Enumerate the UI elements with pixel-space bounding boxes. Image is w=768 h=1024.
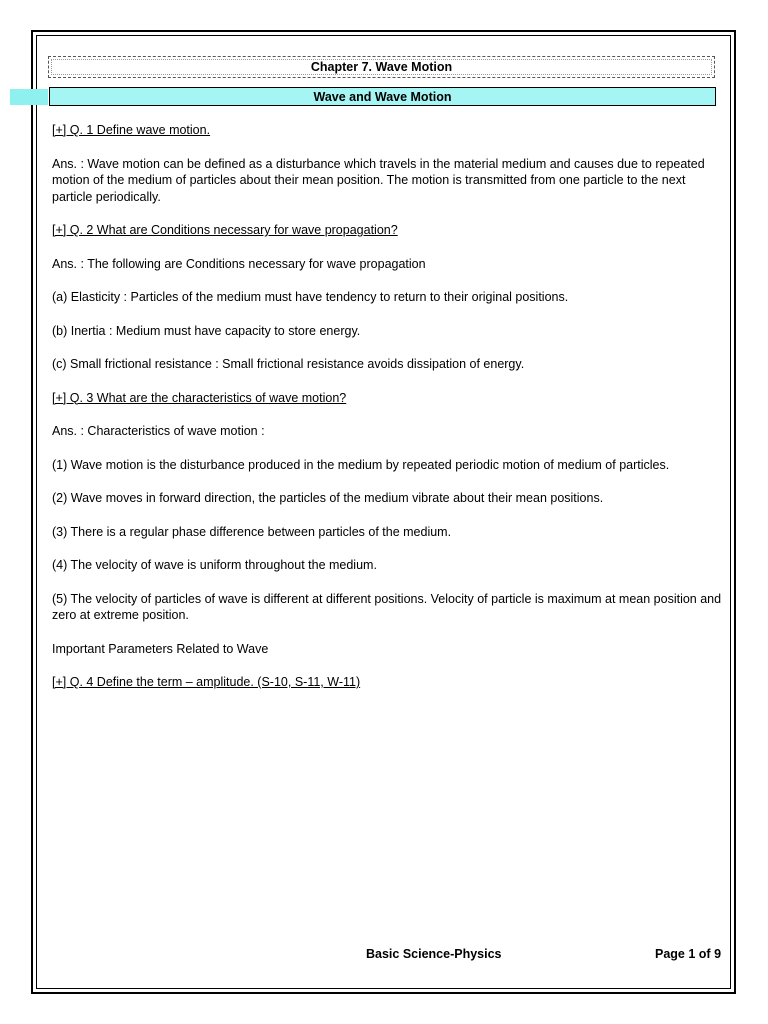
- footer-page-number: [655, 947, 721, 961]
- answer-3-item-2: (2) Wave moves in forward direction, the particles of the medium vibrate about their mean positions.: [52, 491, 604, 505]
- answer-2-item-c: (c) Small frictional resistance : Small frictional resistance avoids dissipation of energy.: [52, 357, 525, 371]
- answer-2-intro: Ans. : The following are Conditions necessary for wave propagation: [52, 256, 426, 271]
- footer-page-of: of: [695, 947, 715, 961]
- question-2: [+] Q. 2 What are Conditions necessary for wave propagation?: [52, 223, 398, 237]
- footer-page-prefix: Page: [655, 947, 689, 961]
- answer-3-item-1: (1) Wave motion is the disturbance produced in the medium by repeated periodic motion of medium of particles.: [52, 457, 670, 472]
- answer-3-intro: Ans. : Characteristics of wave motion :: [52, 424, 265, 438]
- answer-3-item-5: (5) The velocity of particles of wave is different at different positions. Velocity of particle is maximum at mean position and zero at extreme position.: [52, 591, 722, 622]
- answer-1: Ans. : Wave motion can be defined as a disturbance which travels in the material medium and causes due to repeated motion of the medium of particles about their mean position. The motion is transmitted from one particle to the next particle periodically.: [52, 156, 705, 204]
- answer-2-item-b: (b) Inertia : Medium must have capacity to store energy.: [52, 323, 361, 338]
- answer-2-item-a: (a) Elasticity : Particles of the medium must have tendency to return to their original positions.: [52, 290, 569, 304]
- question-1: [+] Q. 1 Define wave motion.: [52, 123, 211, 137]
- answer-3-item-3: (3) There is a regular phase difference between particles of the medium.: [52, 524, 452, 539]
- parameters-heading: Important Parameters Related to Wave: [52, 641, 269, 656]
- answer-3-item-4: (4) The velocity of wave is uniform throughout the medium.: [52, 558, 377, 572]
- section-title: Wave and Wave Motion: [313, 89, 452, 104]
- chapter-title: Chapter 7. Wave Motion: [310, 60, 453, 74]
- question-4: [+] Q. 4 Define the term – amplitude. (S-10, S-11, W-11): [52, 675, 361, 689]
- section-marker: [10, 89, 48, 105]
- footer-subject: Basic Science-Physics: [366, 947, 502, 961]
- document-body: [52, 122, 724, 708]
- footer-page-current: 1: [688, 947, 696, 961]
- chapter-title-box: [48, 56, 715, 78]
- question-3: [+] Q. 3 What are the characteristics of wave motion?: [52, 390, 347, 405]
- section-title-bar: [49, 87, 716, 106]
- footer-page-total: 9: [714, 947, 722, 961]
